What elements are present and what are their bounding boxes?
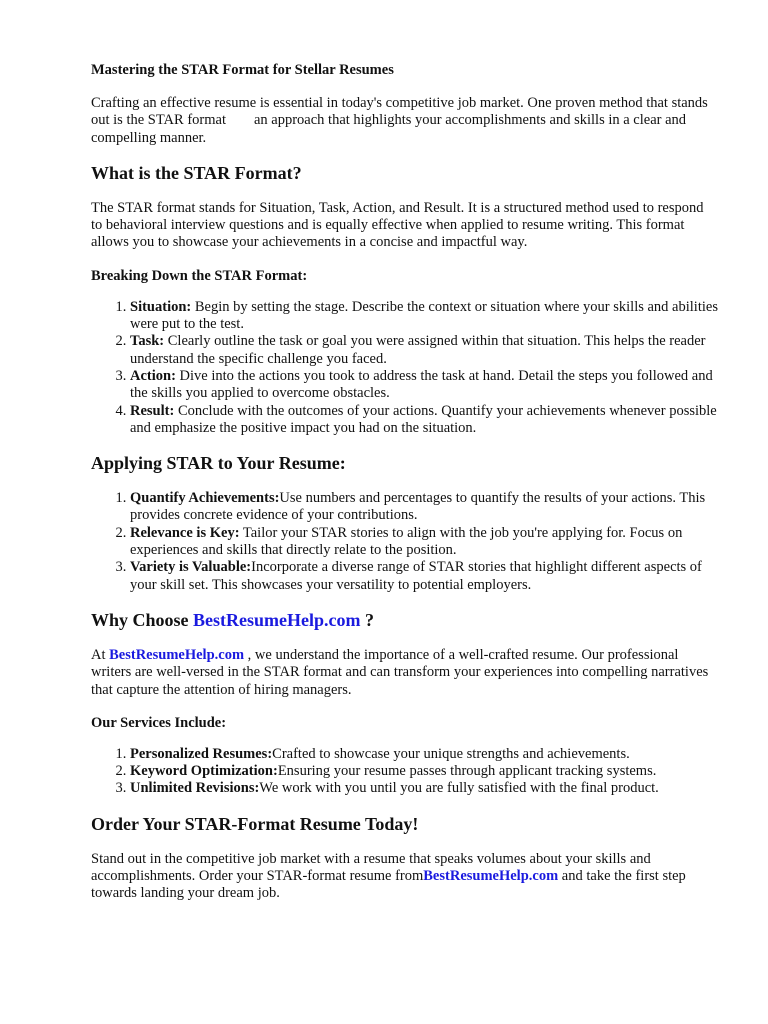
why-choose-prefix: Why Choose	[91, 609, 189, 630]
what-is-heading: What is the STAR Format?	[91, 162, 302, 183]
why-choose-body-prefix: At	[91, 646, 106, 663]
order-body-prefix: Stand out in the competitive job market with a resume that speaks volumes about your skills and accomplishments. Order your STAR-format resume from	[91, 850, 651, 885]
item-text: We work with you until you are fully satisfied with the final product.	[259, 780, 659, 797]
item-term: Task:	[130, 333, 165, 350]
heading-site-link[interactable]: BestResumeHelp.com	[193, 609, 361, 630]
item-text: Conclude with the outcomes of your actions. Quantify your achievements whenever possible and emphasize the positive impact you had on the situation.	[130, 402, 717, 436]
list-item	[130, 299, 718, 334]
item-term: Unlimited Revisions:	[130, 780, 260, 797]
item-text: Clearly outline the task or goal you were assigned within that situation. This helps the reader understand the specific challenge you faced.	[130, 333, 706, 367]
item-term: Result:	[130, 402, 175, 419]
order-heading: Order Your STAR-Format Resume Today!	[91, 813, 419, 834]
order-body-suffix: and take the first step towards landing your dream job.	[91, 868, 686, 902]
services-list	[91, 746, 718, 798]
list-item	[130, 490, 718, 525]
list-item	[130, 559, 718, 594]
item-text: Tailor your STAR stories to align with the job you're applying for. Focus on experiences and skills that directly relate to the position.	[130, 524, 683, 559]
item-text: Crafted to showcase your unique strengths and achievements.	[272, 745, 630, 762]
services-heading: Our Services Include:	[91, 714, 227, 731]
intro-paragraph	[91, 95, 718, 147]
body-site-link[interactable]: BestResumeHelp.com	[109, 646, 245, 663]
applying-heading: Applying STAR to Your Resume:	[91, 453, 346, 474]
why-choose-suffix: ?	[364, 609, 374, 630]
list-item	[130, 763, 718, 780]
item-text: Ensuring your resume passes through applicant tracking systems.	[277, 763, 657, 780]
item-term: Variety is Valuable:	[130, 559, 252, 576]
breakdown-list	[91, 299, 718, 437]
list-item	[130, 780, 718, 797]
list-item	[130, 368, 718, 403]
intro-text-2: an approach that highlights your accomplishments and skills in a clear and compelling manner.	[91, 112, 687, 146]
document-title: Mastering the STAR Format for Stellar Resumes	[91, 62, 394, 78]
item-term: Relevance is Key:	[130, 524, 240, 541]
item-term: Quantify Achievements:	[130, 490, 280, 507]
order-site-link[interactable]: BestResumeHelp.com	[423, 868, 559, 885]
list-item	[130, 525, 718, 560]
item-term: Action:	[130, 367, 176, 384]
item-text: Begin by setting the stage. Describe the context or situation where your skills and abilities were put to the test.	[130, 298, 718, 333]
list-item	[130, 403, 718, 438]
item-term: Situation:	[130, 298, 192, 315]
item-term: Personalized Resumes:	[130, 745, 273, 762]
item-text: Use numbers and percentages to quantify the results of your actions. This provides concrete evidence of your contributions.	[130, 490, 706, 524]
list-item	[130, 746, 718, 763]
list-item	[130, 333, 718, 368]
why-choose-paragraph	[91, 647, 718, 699]
order-paragraph	[91, 851, 718, 903]
applying-list	[91, 490, 718, 594]
what-is-paragraph: The STAR format stands for Situation, Task, Action, and Result. It is a structured method used to respond to behavioral interview questions and is equally effective when applied to resume writing. This format allows you to showcase your achievements in a concise and impactful way.	[91, 199, 704, 251]
breakdown-heading: Breaking Down the STAR Format:	[91, 267, 308, 284]
item-text: Dive into the actions you took to address the task at hand. Detail the steps you followed and the skills you applied to overcome obstacles.	[130, 367, 713, 402]
intro-text-1: Crafting an effective resume is essential in today's competitive job market. One proven method that stands out is the STAR format	[91, 95, 708, 129]
why-choose-body-suffix: , we understand the importance of a well-crafted resume. Our professional writers are well-versed in the STAR format and can transform your experiences into compelling narratives that capture the attention of hiring managers.	[91, 646, 709, 698]
why-choose-heading	[91, 610, 718, 631]
item-text: Incorporate a diverse range of STAR stories that highlight different aspects of your skill set. This showcases your versatility to potential employers.	[130, 559, 702, 593]
item-term: Keyword Optimization:	[130, 763, 278, 780]
